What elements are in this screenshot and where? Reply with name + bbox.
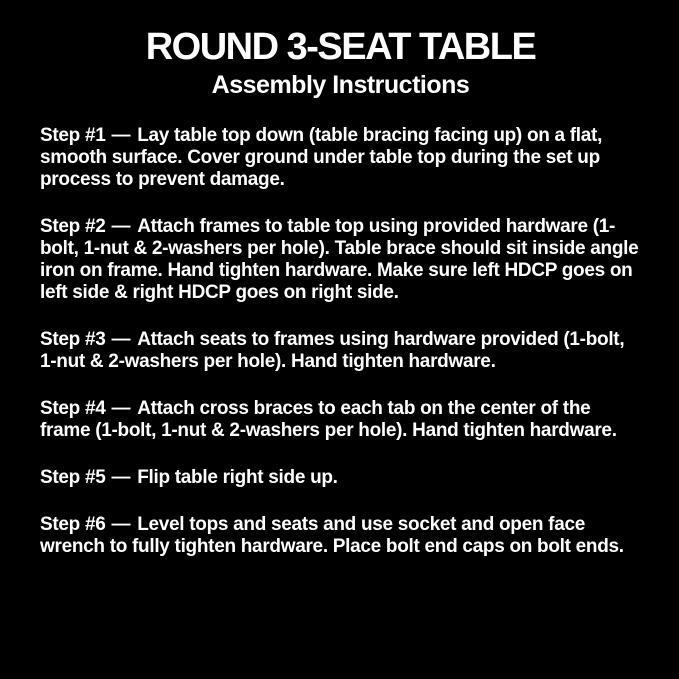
step-item: [40, 398, 641, 442]
step-separator: —: [111, 398, 131, 420]
step-label: Step #5: [40, 467, 106, 489]
step-text: Flip table right side up.: [137, 467, 338, 489]
step-separator: —: [111, 514, 131, 536]
step-separator: —: [111, 125, 131, 147]
step-label: Step #4: [40, 398, 106, 420]
step-text: Lay table top down (table bracing facing up) on a flat, smooth surface. Cover ground under table top during the set up process to prevent damage.: [40, 125, 603, 191]
step-text: Attach cross braces to each tab on the center of the frame (1-bolt, 1-nut & 2-washers per hole). Hand tighten hardware.: [40, 398, 617, 442]
step-item: [40, 514, 641, 558]
page-title: ROUND 3-SEAT TABLE: [145, 26, 536, 68]
steps-list: [40, 125, 641, 558]
step-item: [40, 216, 641, 304]
step-text: Attach seats to frames using hardware provided (1-bolt, 1-nut & 2-washers per hole). Hand tighten hardware.: [40, 329, 625, 373]
header: [40, 26, 641, 99]
step-separator: —: [111, 467, 131, 489]
step-separator: —: [111, 329, 131, 351]
step-label: Step #6: [40, 514, 106, 536]
step-label: Step #2: [40, 216, 106, 238]
step-separator: —: [111, 216, 131, 238]
step-label: Step #3: [40, 329, 106, 351]
step-item: [40, 467, 641, 489]
step-label: Step #1: [40, 125, 106, 147]
step-text: Level tops and seats and use socket and open face wrench to fully tighten hardware. Place bolt end caps on bolt ends.: [40, 514, 624, 558]
step-text: Attach frames to table top using provided hardware (1-bolt, 1-nut & 2-washers per hole). Table brace should sit inside angle iron on frame. Hand tighten hardware. Make sure left HDCP goes on left side & right HDCP goes on right side.: [40, 216, 639, 304]
step-item: [40, 125, 641, 191]
page-subtitle: Assembly Instructions: [211, 70, 470, 99]
step-item: [40, 329, 641, 373]
